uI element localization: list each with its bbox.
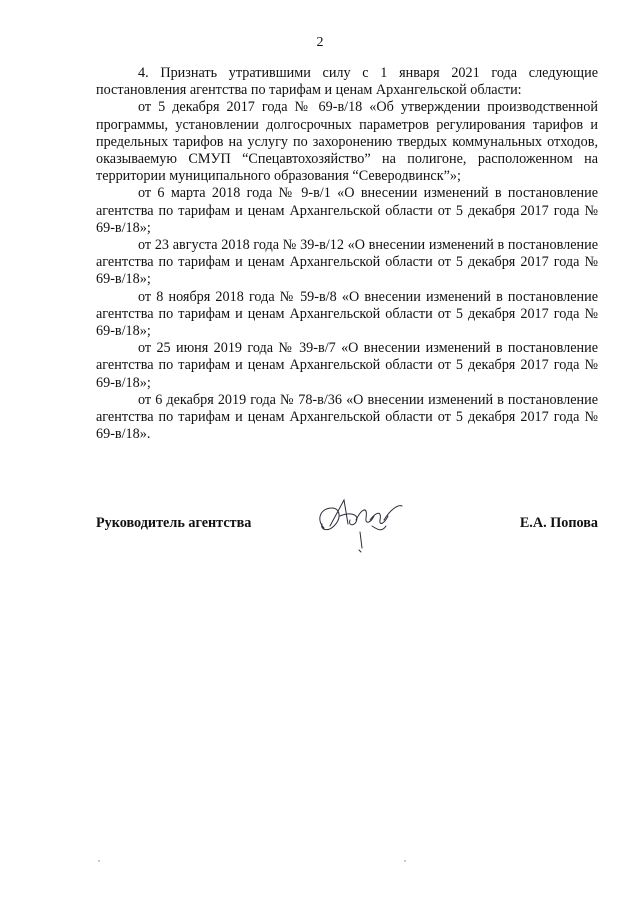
paragraph-repealed-act: от 8 ноября 2018 года № 59-в/8 «О внесении изменений в постановление агентства по тарифам и ценам Архангельской области от 5 декабря 2017 года № 69-в/18»; bbox=[96, 288, 598, 340]
scan-speck bbox=[98, 860, 100, 862]
body-text bbox=[96, 65, 598, 443]
paragraph-repealed-act: от 5 декабря 2017 года № 69-в/18 «Об утверждении производственной программы, установлении долгосрочных параметров регулирования тарифов и предельных тарифов на услугу по захоронению твердых коммунальных отходов, оказываемую СМУП “Спецавтохозяйство” на полигоне, расположенном на территории муниципального образования “Северодвинск”»; bbox=[96, 99, 598, 185]
paragraph-repealed-act: от 25 июня 2019 года № 39-в/7 «О внесении изменений в постановление агентства по тарифам и ценам Архангельской области от 5 декабря 2017 года № 69-в/18»; bbox=[96, 340, 598, 391]
handwritten-signature bbox=[310, 490, 410, 560]
paragraph-repealed-act: от 6 декабря 2019 года № 78-в/36 «О внесении изменений в постановление агентства по тарифам и ценам Архангельской области от 5 декабря 2017 года № 69-в/18». bbox=[96, 391, 598, 443]
page-number: 2 bbox=[316, 35, 324, 50]
paragraph-repealed-act: от 6 марта 2018 года № 9-в/1 «О внесении изменений в постановление агентства по тарифам и ценам Архангельской области от 5 декабря 2017 года № 69-в/18»; bbox=[96, 185, 598, 236]
scan-speck bbox=[404, 860, 406, 862]
signatory-name: Е.А. Попова bbox=[519, 515, 598, 531]
signatory-title: Руководитель агентства bbox=[96, 515, 252, 531]
paragraph-repealed-act: от 23 августа 2018 года № 39-в/12 «О внесении изменений в постановление агентства по тарифам и ценам Архангельской области от 5 декабря 2017 года № 69-в/18»; bbox=[96, 237, 598, 288]
paragraph-item-4: 4. Признать утратившими силу с 1 января 2021 года следующие постановления агентства по тарифам и ценам Архангельской области: bbox=[96, 65, 598, 99]
